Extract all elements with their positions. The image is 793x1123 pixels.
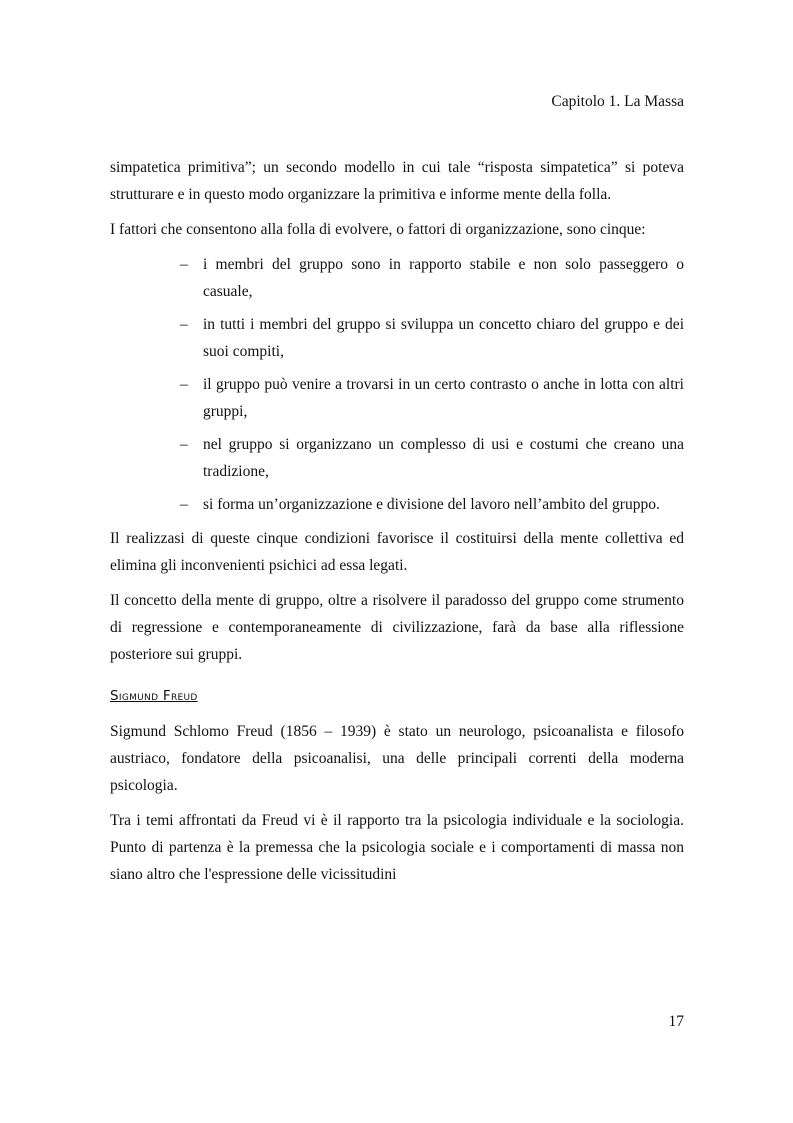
- paragraph: Il concetto della mente di gruppo, oltre a risolvere il paradosso del gruppo come strumento di regressione e contemporaneamente di civilizzazione, farà da base alla riflessione posteriore sui gruppi.: [110, 592, 684, 663]
- page-number: 17: [668, 1013, 684, 1030]
- paragraph: I fattori che consentono alla folla di evolvere, o fattori di organizzazione, sono cinque:: [110, 221, 646, 238]
- dash-bullet: –: [180, 376, 188, 393]
- dash-bullet: –: [180, 496, 188, 513]
- list-item-text: in tutti i membri del gruppo si sviluppa un concetto chiaro del gruppo e dei suoi compiti,: [203, 316, 684, 360]
- paragraph: Il realizzasi di queste cinque condizioni favorisce il costituirsi della mente collettiva ed elimina gli inconvenienti psichici ad essa legati.: [110, 530, 684, 574]
- paragraph: simpatetica primitiva”; un secondo modello in cui tale “risposta simpatetica” si poteva strutturare e in questo modo organizzare la primitiva e informe mente della folla.: [110, 159, 684, 203]
- list-item: [180, 371, 684, 425]
- running-header: Capitolo 1. La Massa: [551, 93, 684, 110]
- list-item-text: si forma un’organizzazione e divisione del lavoro nell’ambito del gruppo.: [203, 496, 660, 513]
- organization-factors-list: [110, 251, 684, 518]
- dash-bullet: –: [180, 436, 188, 453]
- main-text: [110, 154, 684, 896]
- paragraph: Sigmund Schlomo Freud (1856 – 1939) è stato un neurologo, psicoanalista e filosofo austriaco, fondatore della psicoanalisi, una delle principali correnti della moderna psicologia.: [110, 723, 684, 794]
- list-item: [180, 251, 684, 305]
- list-item: [180, 431, 684, 485]
- list-item: [180, 311, 684, 365]
- list-item: [180, 491, 684, 518]
- list-item-text: il gruppo può venire a trovarsi in un certo contrasto o anche in lotta con altri gruppi,: [203, 376, 684, 420]
- section-heading: Sigmund Freud: [110, 688, 198, 704]
- dash-bullet: –: [180, 256, 188, 273]
- list-item-text: nel gruppo si organizzano un complesso di usi e costumi che creano una tradizione,: [203, 436, 684, 480]
- paragraph: Tra i temi affrontati da Freud vi è il rapporto tra la psicologia individuale e la sociologia. Punto di partenza è la premessa che la psicologia sociale e i comportamenti di massa non siano altro che l'espressione delle vicissitudini: [110, 812, 684, 883]
- list-item-text: i membri del gruppo sono in rapporto stabile e non solo passeggero o casuale,: [203, 256, 684, 300]
- dash-bullet: –: [180, 316, 188, 333]
